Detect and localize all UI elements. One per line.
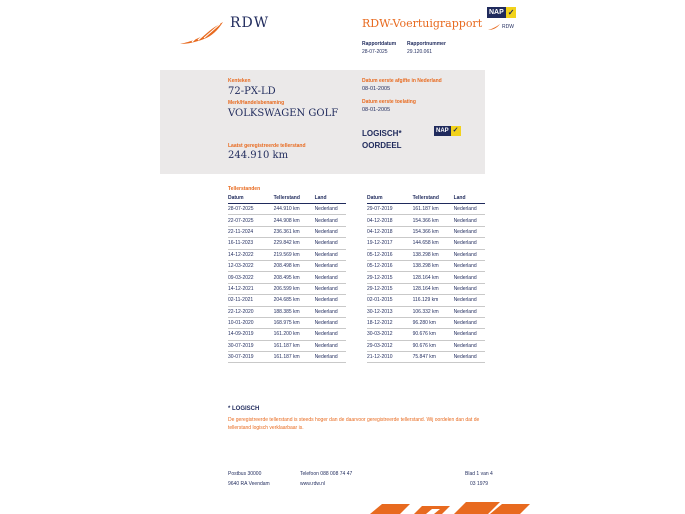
cell-tellerstand: 161.200 km xyxy=(274,329,315,340)
merk-value: VOLKSWAGEN GOLF xyxy=(228,108,339,119)
footer-web: www.rdw.nl xyxy=(300,481,326,487)
cell-datum: 05-12-2016 xyxy=(367,249,413,260)
footer-code: 03 1979 xyxy=(470,481,489,487)
cell-datum: 29-12-2015 xyxy=(367,272,413,283)
cell-land: Nederland xyxy=(454,283,485,294)
cell-datum: 04-12-2018 xyxy=(367,215,413,226)
cell-tellerstand: 106.332 km xyxy=(413,306,454,317)
rdw-logo-icon xyxy=(178,20,224,46)
cell-tellerstand: 188.385 km xyxy=(274,306,315,317)
cell-land: Nederland xyxy=(315,215,346,226)
cell-tellerstand: 161.187 km xyxy=(413,204,454,215)
brand-name: RDW xyxy=(230,15,270,31)
table-row xyxy=(367,317,485,328)
merk-label: Merk/Handelsbenaming xyxy=(228,100,285,106)
cell-land: Nederland xyxy=(454,249,485,260)
cell-datum: 22-11-2024 xyxy=(228,226,274,237)
nap-badge-text: NAP xyxy=(489,9,504,16)
cell-datum: 14-12-2022 xyxy=(228,249,274,260)
logic-note-text: De geregistreerde tellerstand is steeds hoger dan de daarvoor geregistreerde tellerstand. Wij oordelen dan dat de tellerstand logisch verklaarbaar is. xyxy=(228,417,480,431)
col-header-land: Land xyxy=(315,194,346,204)
nap-badge xyxy=(487,7,516,18)
table-row xyxy=(367,204,485,215)
oordeel-line1: LOGISCH* xyxy=(362,129,402,138)
cell-land: Nederland xyxy=(454,226,485,237)
mini-brand: RDW xyxy=(502,24,514,30)
kenteken-label: Kenteken xyxy=(228,78,251,84)
cell-land: Nederland xyxy=(315,317,346,328)
cell-tellerstand: 128.164 km xyxy=(413,272,454,283)
cell-datum: 18-12-2012 xyxy=(367,317,413,328)
col-header-datum: Datum xyxy=(228,194,274,204)
table-row xyxy=(228,215,346,226)
table-row xyxy=(367,226,485,237)
cell-tellerstand: 75.847 km xyxy=(413,352,454,363)
cell-land: Nederland xyxy=(315,260,346,271)
cell-datum: 02-01-2015 xyxy=(367,295,413,306)
cell-land: Nederland xyxy=(454,306,485,317)
footer-postbus: Postbus 30000 xyxy=(228,471,262,477)
table-row xyxy=(367,340,485,351)
footer-page: Blad 1 van 4 xyxy=(465,471,493,477)
cell-datum: 19-12-2017 xyxy=(367,238,413,249)
cell-tellerstand: 116.129 km xyxy=(413,295,454,306)
cell-datum: 29-07-2019 xyxy=(367,204,413,215)
checkmark-icon: ✓ xyxy=(507,8,515,17)
cell-datum: 22-12-2020 xyxy=(228,306,274,317)
cell-datum: 30-07-2019 xyxy=(228,340,274,351)
cell-datum: 14-09-2019 xyxy=(228,329,274,340)
col-header-land: Land xyxy=(454,194,485,204)
cell-tellerstand: 90.676 km xyxy=(413,329,454,340)
cell-land: Nederland xyxy=(454,295,485,306)
cell-land: Nederland xyxy=(454,260,485,271)
rapportnummer-label: Rapportnummer xyxy=(407,41,446,47)
cell-datum: 16-11-2023 xyxy=(228,238,274,249)
cell-datum: 09-03-2022 xyxy=(228,272,274,283)
cell-land: Nederland xyxy=(315,295,346,306)
col-header-datum: Datum xyxy=(367,194,413,204)
cell-tellerstand: 206.599 km xyxy=(274,283,315,294)
table-row xyxy=(228,306,346,317)
table-row xyxy=(228,226,346,237)
mini-bird-icon xyxy=(488,24,500,30)
cell-land: Nederland xyxy=(454,238,485,249)
cell-tellerstand: 90.676 km xyxy=(413,340,454,351)
cell-land: Nederland xyxy=(454,204,485,215)
footer-stripes-decoration xyxy=(370,500,530,514)
cell-datum: 28-07-2025 xyxy=(228,204,274,215)
cell-land: Nederland xyxy=(315,352,346,363)
cell-land: Nederland xyxy=(315,306,346,317)
cell-tellerstand: 154.366 km xyxy=(413,226,454,237)
cell-tellerstand: 244.908 km xyxy=(274,215,315,226)
cell-land: Nederland xyxy=(454,340,485,351)
cell-tellerstand: 208.495 km xyxy=(274,272,315,283)
rapportnummer-block xyxy=(407,41,446,55)
mileage-table-right xyxy=(367,194,485,363)
vehicle-panel xyxy=(160,70,485,174)
toelating-label: Datum eerste toelating xyxy=(362,99,416,105)
table-row xyxy=(228,352,346,363)
cell-datum: 22-07-2025 xyxy=(228,215,274,226)
cell-tellerstand: 128.164 km xyxy=(413,283,454,294)
cell-datum: 04-12-2018 xyxy=(367,226,413,237)
rapportdatum-value: 28-07-2025 xyxy=(362,49,388,55)
cell-tellerstand: 219.569 km xyxy=(274,249,315,260)
kenteken-value: 72-PX-LD xyxy=(228,86,276,97)
table-row xyxy=(367,260,485,271)
table-row xyxy=(228,340,346,351)
cell-datum: 29-03-2012 xyxy=(367,340,413,351)
tellerstand-label: Laatst geregistreerde tellerstand xyxy=(228,143,306,149)
table-row xyxy=(228,260,346,271)
table-row xyxy=(367,215,485,226)
mileage-table-left xyxy=(228,194,346,363)
table-row xyxy=(367,306,485,317)
table-row xyxy=(228,238,346,249)
cell-tellerstand: 229.842 km xyxy=(274,238,315,249)
table-row xyxy=(228,272,346,283)
cell-land: Nederland xyxy=(315,204,346,215)
cell-tellerstand: 168.975 km xyxy=(274,317,315,328)
tellerstand-value: 244.910 km xyxy=(228,150,289,161)
oordeel-block xyxy=(362,128,402,152)
rapportdatum-block xyxy=(362,41,396,55)
cell-tellerstand: 138.298 km xyxy=(413,249,454,260)
cell-land: Nederland xyxy=(315,226,346,237)
cell-land: Nederland xyxy=(315,249,346,260)
report-title: RDW-Voertuigrapport xyxy=(362,17,483,30)
table-row xyxy=(367,238,485,249)
rapportdatum-label: Rapportdatum xyxy=(362,41,397,47)
cell-tellerstand: 144.658 km xyxy=(413,238,454,249)
table-row xyxy=(228,249,346,260)
cell-tellerstand: 161.187 km xyxy=(274,340,315,351)
nap-badge-panel-text: NAP xyxy=(436,128,449,134)
footer-telefoon: Telefoon 088 008 74 47 xyxy=(300,471,353,477)
checkmark-icon: ✓ xyxy=(452,127,459,134)
cell-tellerstand: 236.361 km xyxy=(274,226,315,237)
cell-tellerstand: 161.187 km xyxy=(274,352,315,363)
cell-datum: 14-12-2021 xyxy=(228,283,274,294)
cell-tellerstand: 96.280 km xyxy=(413,317,454,328)
cell-tellerstand: 204.685 km xyxy=(274,295,315,306)
cell-tellerstand: 244.910 km xyxy=(274,204,315,215)
cell-land: Nederland xyxy=(315,238,346,249)
table-row xyxy=(367,329,485,340)
cell-datum: 10-01-2020 xyxy=(228,317,274,328)
cell-land: Nederland xyxy=(454,272,485,283)
cell-land: Nederland xyxy=(454,352,485,363)
cell-land: Nederland xyxy=(454,215,485,226)
nap-badge-panel xyxy=(434,126,461,136)
cell-tellerstand: 208.498 km xyxy=(274,260,315,271)
cell-datum: 30-07-2019 xyxy=(228,352,274,363)
cell-datum: 12-03-2022 xyxy=(228,260,274,271)
afgifte-value: 08-01-2005 xyxy=(362,86,391,92)
cell-datum: 29-12-2015 xyxy=(367,283,413,294)
toelating-value: 08-01-2005 xyxy=(362,107,391,113)
table-row xyxy=(367,249,485,260)
cell-land: Nederland xyxy=(454,329,485,340)
logic-note-title: * LOGISCH xyxy=(228,406,260,412)
table-row xyxy=(367,295,485,306)
col-header-tellerstand: Tellerstand xyxy=(413,194,454,204)
table-row xyxy=(228,295,346,306)
cell-datum: 30-03-2012 xyxy=(367,329,413,340)
table-row xyxy=(228,329,346,340)
col-header-tellerstand: Tellerstand xyxy=(274,194,315,204)
cell-tellerstand: 138.298 km xyxy=(413,260,454,271)
table-row xyxy=(228,204,346,215)
oordeel-line2: OORDEEL xyxy=(362,141,402,150)
rdw-mini-logo xyxy=(488,24,514,30)
cell-datum: 02-11-2021 xyxy=(228,295,274,306)
table-row xyxy=(367,352,485,363)
cell-land: Nederland xyxy=(315,329,346,340)
cell-land: Nederland xyxy=(454,317,485,328)
mileage-title: Tellerstanden xyxy=(228,186,261,192)
footer-city: 9640 RA Veendam xyxy=(228,481,270,487)
cell-datum: 21-12-2010 xyxy=(367,352,413,363)
afgifte-label: Datum eerste afgifte in Nederland xyxy=(362,78,442,84)
cell-datum: 30-12-2013 xyxy=(367,306,413,317)
table-row xyxy=(367,272,485,283)
cell-tellerstand: 154.366 km xyxy=(413,215,454,226)
table-row xyxy=(228,317,346,328)
table-row xyxy=(367,283,485,294)
cell-land: Nederland xyxy=(315,283,346,294)
rapportnummer-value: 29.120.061 xyxy=(407,49,433,55)
cell-land: Nederland xyxy=(315,340,346,351)
table-row xyxy=(228,283,346,294)
cell-land: Nederland xyxy=(315,272,346,283)
cell-datum: 05-12-2016 xyxy=(367,260,413,271)
